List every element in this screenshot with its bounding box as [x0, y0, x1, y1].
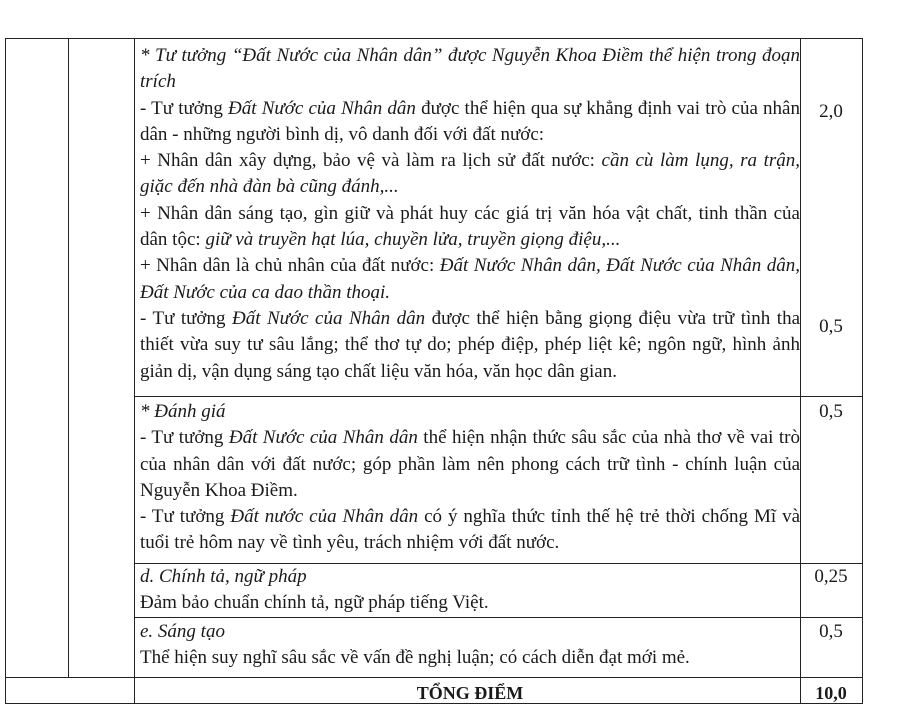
- text-run: - Tư tưởng: [140, 307, 232, 329]
- text-run-italic: Đất nước của Nhân dân: [230, 506, 419, 528]
- section-d-body: Đảm bảo chuẩn chính tả, ngữ pháp tiếng Việt.: [140, 592, 489, 614]
- text-run-italic: Đất Nước của Nhân dân: [228, 427, 418, 449]
- score-e: 0,5: [819, 621, 843, 642]
- section-e-heading: e. Sáng tạo: [140, 621, 225, 642]
- section-ideology-para-2: [140, 148, 800, 201]
- section-d-content: [140, 564, 800, 617]
- total-score: 10,0: [815, 683, 847, 703]
- text-run-italic: giữ và truyền hạt lúa, chuyền lửa, truyền giọng điệu,...: [205, 229, 621, 251]
- total-label: TỔNG ĐIỂM: [416, 683, 524, 703]
- section-eval-para-1: [140, 425, 800, 504]
- table-border-left: [5, 38, 6, 704]
- section-ideology-heading: * Tư tưởng “Đất Nước của Nhân dân” được Nguyễn Khoa Điềm thể hiện trong đoạn trích: [140, 45, 800, 93]
- column-divider-3: [800, 38, 801, 704]
- text-run: + Nhân dân là chủ nhân của đất nước:: [140, 255, 440, 277]
- section-ideology-content: [140, 43, 800, 385]
- row-divider-eval: [134, 396, 863, 397]
- column-divider-1: [68, 38, 69, 678]
- table-border-top: [5, 38, 863, 39]
- section-e-body: Thể hiện suy nghĩ sâu sắc về vấn đề nghị luận; có cách diễn đạt mới mẻ.: [140, 647, 690, 669]
- text-run-italic: Đất Nước của Nhân dân: [228, 97, 416, 119]
- text-run: - Tư tưởng: [140, 427, 229, 449]
- section-ideology-para-1: [140, 96, 800, 149]
- column-divider-2: [134, 38, 135, 704]
- section-eval-heading: * Đánh giá: [140, 401, 226, 422]
- score-ideology-style: 0,5: [819, 316, 843, 337]
- text-run-italic: Đất Nước Nhân dân, Đất Nước của Nhân dân, Đất Nước của ca dao thần thoại.: [140, 255, 800, 303]
- section-e-content: [140, 619, 800, 672]
- score-ideology-role: 2,0: [819, 101, 843, 122]
- text-run-italic: Đất Nước của Nhân dân: [231, 307, 426, 329]
- text-run: - Tư tưởng: [140, 97, 229, 119]
- text-run: thể hiện nhận thức sâu sắc của nhà thơ về vai trò của nhân dân với đất nước; góp phần làm nên phong cách trữ tình - chính luận của Nguyễn Khoa Điềm.: [140, 427, 800, 501]
- section-ideology-para-3: [140, 201, 800, 254]
- section-eval-para-2: [140, 504, 800, 557]
- section-eval-content: [140, 399, 800, 557]
- row-divider-total: [5, 677, 863, 678]
- section-d-heading: d. Chính tả, ngữ pháp: [140, 566, 307, 587]
- text-run: có ý nghĩa thức tỉnh thế hệ trẻ thời chống Mĩ và tuổi trẻ hôm nay về tình yêu, trách nhiệm với đất nước.: [140, 506, 800, 554]
- score-eval: 0,5: [819, 401, 843, 422]
- text-run: - Tư tưởng: [140, 506, 231, 528]
- section-ideology-para-4: [140, 253, 800, 306]
- text-run-italic: cần cù làm lụng, ra trận, giặc đến nhà đàn bà cũng đánh,...: [140, 150, 800, 198]
- section-ideology-para-5: [140, 306, 800, 385]
- score-d: 0,25: [814, 566, 848, 587]
- text-run: + Nhân dân xây dựng, bảo vệ và làm ra lịch sử đất nước:: [140, 150, 602, 172]
- table-border-right: [862, 38, 863, 704]
- text-run: được thể hiện qua sự khẳng định vai trò của nhân dân - những người bình dị, vô danh đối với đất nước:: [140, 97, 800, 145]
- text-run: được thể hiện bằng giọng điệu vừa trữ tình tha thiết vừa suy tư sâu lắng; thể thơ tự do; phép điệp, phép liệt kê; ngôn ngữ, hình ảnh giản dị, vận dụng sáng tạo chất liệu văn hóa, văn học dân gian.: [140, 307, 800, 382]
- text-run: + Nhân dân sáng tạo, gìn giữ và phát huy các giá trị văn hóa vật chất, tinh thần của dân tộc:: [140, 202, 800, 251]
